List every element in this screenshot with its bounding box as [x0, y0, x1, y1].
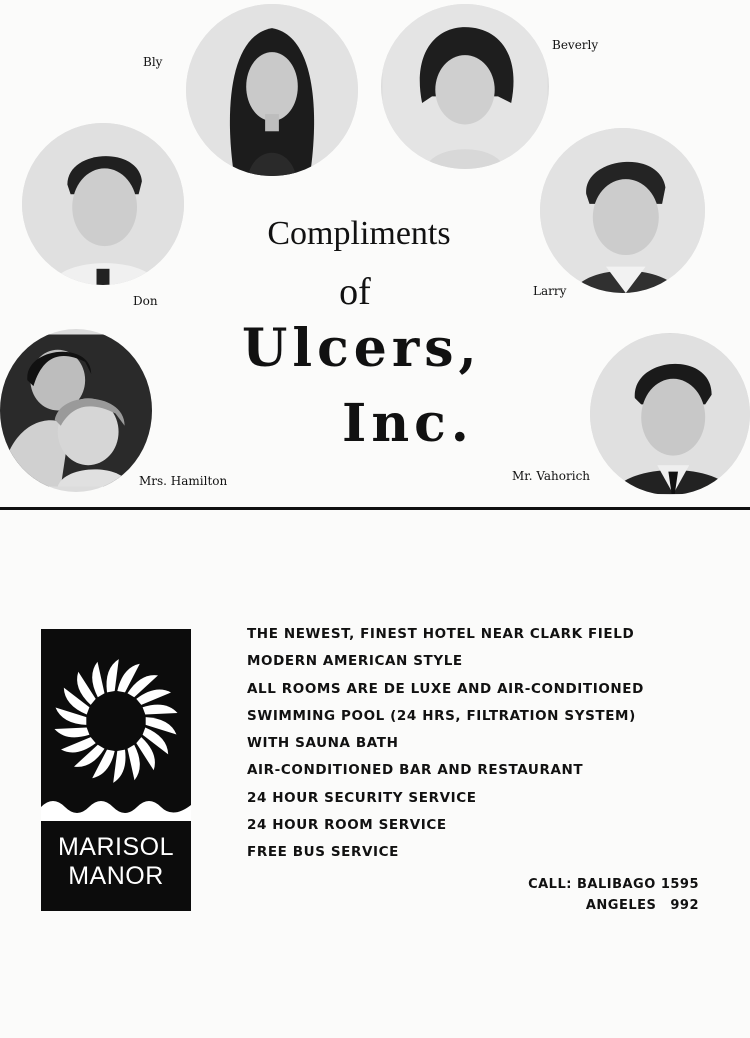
headline-inc: Inc.	[342, 393, 474, 454]
headline-company: Ulcers,	[242, 318, 482, 379]
contact-line-2	[528, 898, 699, 919]
portrait-don-image	[22, 123, 184, 285]
feature-item: AIR-CONDITIONED BAR AND RESTAURANT	[247, 762, 584, 779]
logo-name-line1: MARISOL	[57, 833, 175, 861]
sun-ray	[113, 750, 125, 783]
logo-name-line2: MANOR	[68, 862, 164, 890]
portrait-larry-image	[540, 128, 705, 293]
portrait-mr-vahorich	[590, 333, 750, 495]
feature-item: FREE BUS SERVICE	[247, 844, 399, 861]
portrait-mr-vahorich-image	[590, 333, 750, 495]
hotel-contact	[528, 877, 699, 919]
contact-label: CALL:	[528, 877, 572, 892]
sun-ray	[92, 662, 104, 697]
feature-item: ALL ROOMS ARE DE LUXE AND AIR-CONDITIONED	[247, 680, 644, 697]
sun-ray	[55, 728, 90, 738]
feature-item: SWIMMING POOL (24 HRS, FILTRATION SYSTEM)	[247, 707, 636, 724]
sun-ray	[136, 690, 171, 705]
headline-of: of	[339, 271, 371, 313]
wave-icon	[41, 801, 191, 821]
caption-don: Don	[133, 294, 158, 308]
portrait-mrs-hamilton-image	[0, 329, 152, 492]
sun-ray	[61, 737, 96, 752]
contact-place-2: ANGELES	[585, 898, 657, 913]
portrait-don	[22, 123, 184, 285]
feature-item: 24 HOUR ROOM SERVICE	[247, 817, 447, 834]
portrait-beverly-image	[381, 4, 549, 169]
sun-ray	[128, 745, 140, 780]
sun-ray	[106, 659, 118, 692]
portrait-beverly	[381, 4, 549, 169]
caption-mrs-hamilton: Mrs. Hamilton	[139, 474, 228, 488]
portrait-bly	[186, 4, 358, 176]
feature-item: WITH SAUNA BATH	[247, 735, 399, 752]
contact-place-1: BALIBAGO	[576, 877, 656, 892]
marisol-manor-logo	[41, 629, 191, 911]
caption-beverly: Beverly	[552, 38, 599, 52]
headline-compliments: Compliments	[267, 215, 451, 252]
contact-line-1	[528, 877, 699, 898]
feature-item: THE NEWEST, FINEST HOTEL NEAR CLARK FIELD	[247, 626, 635, 642]
feature-item: MODERN AMERICAN STYLE	[247, 653, 463, 670]
portrait-bly-image	[186, 4, 358, 176]
sun-ray	[143, 705, 178, 715]
caption-mr-vahorich: Mr. Vahorich	[512, 469, 591, 483]
contact-number-1: 1595	[660, 877, 699, 892]
contact-number-2: 992	[670, 898, 699, 913]
caption-larry: Larry	[533, 284, 567, 298]
portrait-mrs-hamilton	[0, 329, 152, 492]
section-divider	[0, 507, 750, 510]
feature-item: 24 HOUR SECURITY SERVICE	[247, 789, 477, 806]
hotel-features-list	[247, 624, 644, 870]
portrait-larry	[540, 128, 705, 293]
caption-bly: Bly	[143, 55, 163, 69]
